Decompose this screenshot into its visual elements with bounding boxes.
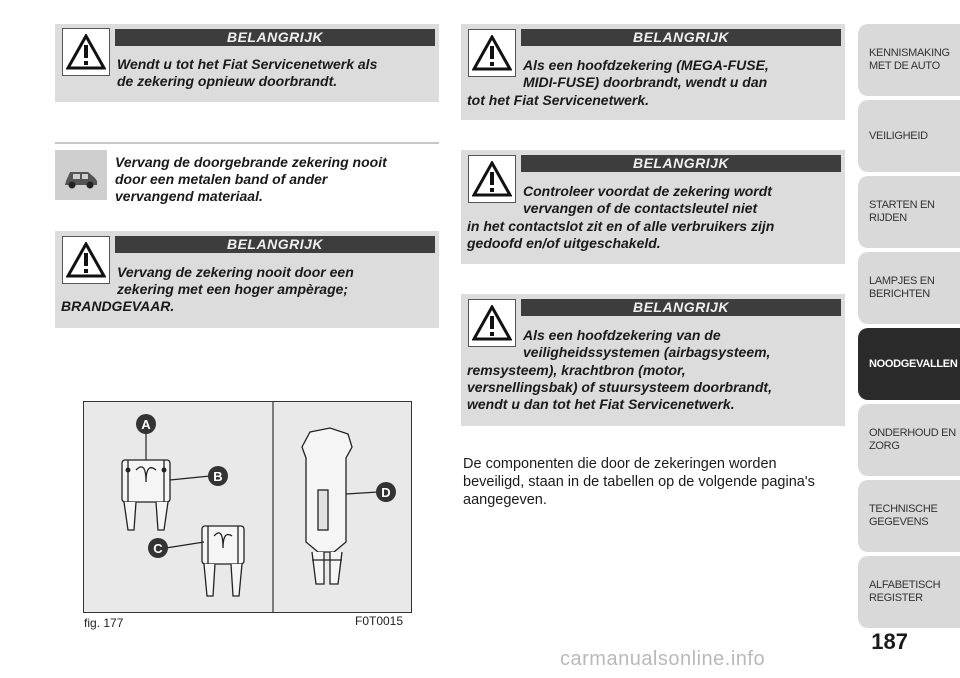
svg-text:D: D xyxy=(381,485,391,500)
mini-fuse-b-drawing xyxy=(122,460,170,530)
fuse-figure xyxy=(83,401,412,613)
mini-fuse-c-drawing xyxy=(202,526,244,596)
note-text: Vervang de doorgebrande zekering nooit door een metalen band of ander vervangend materiaal. xyxy=(115,154,387,204)
car-note-icon xyxy=(55,150,107,200)
warning-triangle-icon xyxy=(62,28,110,76)
box-text: Als een hoofdzekering (MEGA-FUSE, MIDI-FUSE) doorbrandt, wendt u dan xyxy=(523,57,769,90)
box-text: Vervang de zekering nooit door een zekering met een hoger ampèrage; xyxy=(117,264,354,297)
separator xyxy=(55,142,439,144)
warning-triangle-icon xyxy=(62,236,110,284)
warning-box-5 xyxy=(461,150,845,264)
warning-triangle-icon xyxy=(468,299,516,347)
page-number: 187 xyxy=(871,629,908,654)
tab-technische-gegevens[interactable]: TECHNISCHE GEGEVENS xyxy=(858,480,960,552)
box-text: Als een hoofdzekering van de veiligheidssystemen (airbagsysteem, xyxy=(523,327,771,360)
note-box-2 xyxy=(55,146,439,210)
warning-box-3 xyxy=(55,231,439,328)
figure-caption: fig. 177 xyxy=(84,616,124,630)
tab-alfabetisch-register[interactable]: ALFABETISCH REGISTER xyxy=(858,556,960,628)
tab-kennismaking[interactable]: KENNISMAKING MET DE AUTO xyxy=(858,24,960,96)
label-c xyxy=(148,538,168,558)
warning-triangle-icon xyxy=(468,29,516,77)
box-header: BELANGRIJK xyxy=(115,29,435,46)
warning-triangle-icon xyxy=(468,155,516,203)
box-header: BELANGRIJK xyxy=(521,155,841,172)
box-text-wrap: BRANDGEVAAR. xyxy=(61,298,175,314)
figure-code: F0T0015 xyxy=(355,614,404,628)
box-text-wrap: remsysteem), krachtbron (motor, versnellingsbak) of stuursysteem doorbrandt, wendt u dan tot het Fiat Servicenetwerk. xyxy=(467,362,772,412)
body-paragraph: De componenten die door de zekeringen worden beveiligd, staan in de tabellen op de volgende pagina's aangegeven. xyxy=(463,456,815,508)
svg-text:A: A xyxy=(141,417,151,432)
tab-starten-en-rijden[interactable]: STARTEN EN RIJDEN xyxy=(858,176,960,248)
svg-text:B: B xyxy=(213,469,223,484)
label-b xyxy=(208,466,228,486)
box-text: Controleer voordat de zekering wordt vervangen of de contactsleutel niet xyxy=(523,183,772,216)
watermark: carmanualsonline.info xyxy=(560,648,766,670)
tab-lampjes-en-berichten[interactable]: LAMPJES EN BERICHTEN xyxy=(858,252,960,324)
box-text-wrap: tot het Fiat Servicenetwerk. xyxy=(467,92,650,108)
label-a xyxy=(136,414,156,434)
tab-onderhoud-en-zorg[interactable]: ONDERHOUD EN ZORG xyxy=(858,404,960,476)
box-text: Wendt u tot het Fiat Servicenetwerk als de zekering opnieuw doorbrandt. xyxy=(117,56,378,89)
long-fuse-d-drawing xyxy=(302,428,352,584)
box-header: BELANGRIJK xyxy=(115,236,435,253)
box-text-wrap: in het contactslot zit en of alle verbruikers zijn gedoofd en/of uitgeschakeld. xyxy=(467,218,775,251)
warning-box-6 xyxy=(461,294,845,426)
box-header: BELANGRIJK xyxy=(521,29,841,46)
warning-box-4 xyxy=(461,24,845,120)
svg-text:C: C xyxy=(153,541,163,556)
warning-box-1 xyxy=(55,24,439,102)
box-header: BELANGRIJK xyxy=(521,299,841,316)
label-d xyxy=(376,482,396,502)
tab-noodgevallen[interactable]: NOODGEVALLEN xyxy=(858,328,960,400)
tab-veiligheid[interactable]: VEILIGHEID xyxy=(858,100,960,172)
